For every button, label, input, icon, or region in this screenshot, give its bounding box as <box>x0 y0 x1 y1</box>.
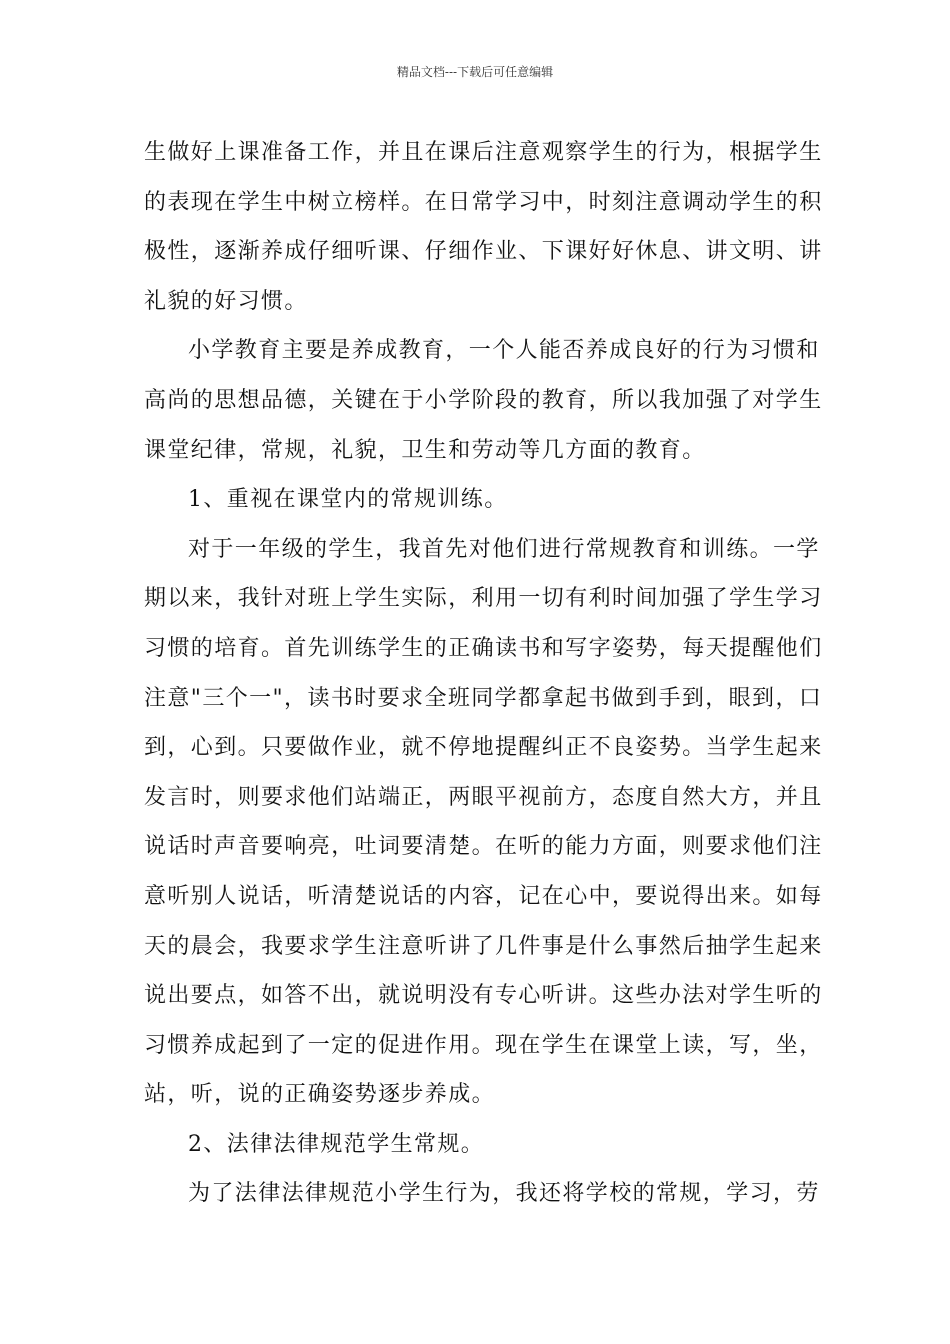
text-line: 习惯养成起到了一定的促进作用。现在学生在课堂上读，写，坐， <box>144 1032 823 1058</box>
text-line: 说出要点，如答不出，就说明没有专心听讲。这些办法对学生听的 <box>144 983 823 1009</box>
text-line: 对于一年级的学生，我首先对他们进行常规教育和训练。一学 <box>188 536 820 562</box>
text-line: 生做好上课准备工作，并且在课后注意观察学生的行为，根据学生 <box>144 140 823 165</box>
text-line: 的表现在学生中树立榜样。在日常学习中，时刻注意调动学生的积 <box>144 189 823 215</box>
text-line: 天的晨会，我要求学生注意听讲了几件事是什么事然后抽学生起来 <box>144 933 823 959</box>
text-line: 为了法律法律规范小学生行为，我还将学校的常规，学习，劳 <box>188 1181 820 1207</box>
text-line: 课堂纪律，常规，礼貌，卫生和劳动等几方面的教育。 <box>144 437 706 463</box>
text-line: 礼貌的好习惯。 <box>144 288 308 314</box>
text-line: 高尚的思想品德，关键在于小学阶段的教育，所以我加强了对学生 <box>144 387 823 413</box>
text-line: 期以来，我针对班上学生实际，利用一切有利时间加强了学生学习 <box>144 586 823 612</box>
text-line: 发言时，则要求他们站端正，两眼平视前方，态度自然大方，并且 <box>144 784 823 810</box>
text-line: 1、重视在课堂内的常规训练。 <box>188 487 508 513</box>
text-line: 说话时声音要响亮，吐词要清楚。在听的能力方面，则要求他们注 <box>144 834 823 860</box>
page-header: 精品文档---下载后可任意编辑 <box>396 65 554 79</box>
text-line: 站，听，说的正确姿势逐步养成。 <box>144 1082 496 1108</box>
text-line: 意听别人说话，听清楚说话的内容，记在心中，要说得出来。如每 <box>144 883 823 909</box>
text-line: 小学教育主要是养成教育，一个人能否养成良好的行为习惯和 <box>188 338 820 364</box>
text-line: 2、法律法律规范学生常规。 <box>188 1131 485 1157</box>
text-line: 到，心到。只要做作业，就不停地提醒纠正不良姿势。当学生起来 <box>144 735 823 761</box>
text-line: 注意"三个一"，读书时要求全班同学都拿起书做到手到，眼到，口 <box>144 685 823 711</box>
text-line: 习惯的培育。首先训练学生的正确读书和写字姿势，每天提醒他们 <box>144 635 823 661</box>
document-body <box>144 128 823 1219</box>
text-line: 极性，逐渐养成仔细听课、仔细作业、下课好好休息、讲文明、讲 <box>144 239 823 265</box>
